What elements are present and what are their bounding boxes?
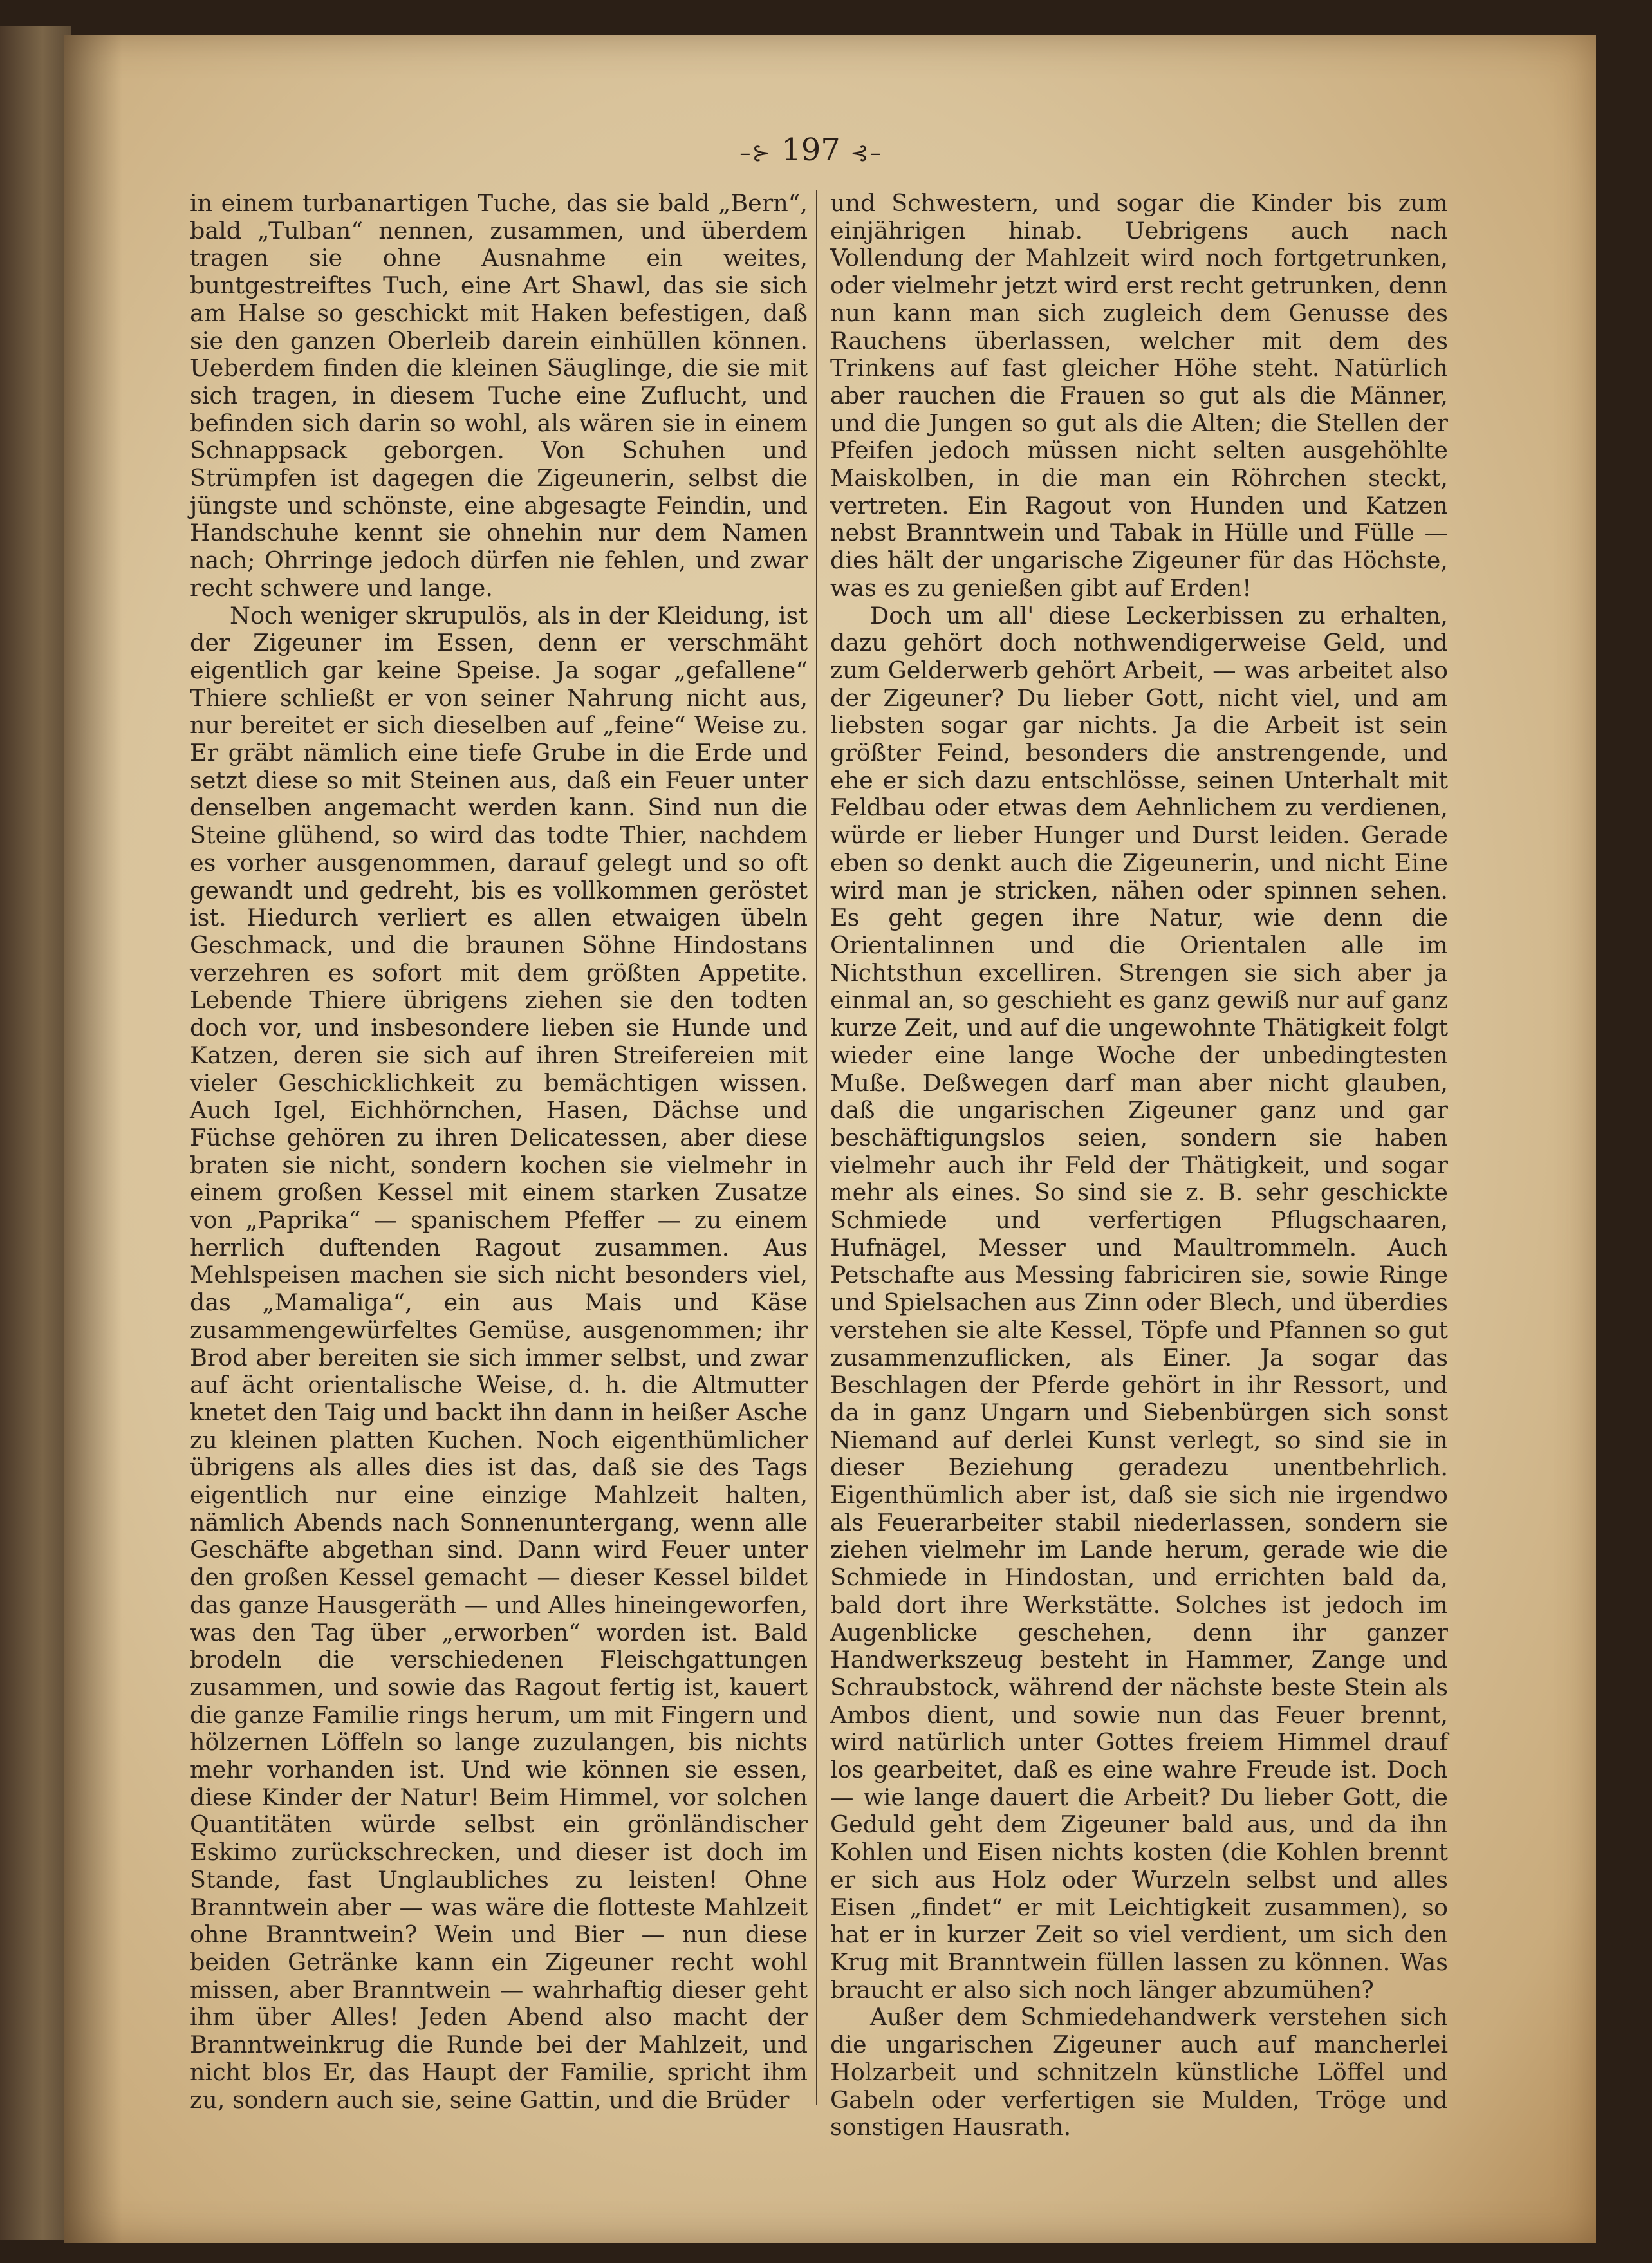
paragraph: in einem turbanartigen Tuche, das sie bald „Bern“, bald „Tulban“ nennen, zusammen, und überdem tragen sie ohne Ausnahme ein weites, buntgestreiftes Tuch, eine Art Shawl, das sie sich am Halse so geschickt mit Haken befestigen, daß sie den ganzen Oberleib darein einhüllen können. Ueberdem finden die kleinen Säuglinge, die sie mit sich tragen, in diesem Tuche eine Zuflucht, und befinden sich darin so wohl, als wären sie in einem Schnappsack geborgen. Von Schuhen und Strümpfen ist dagegen die Zigeunerin, selbst die jüngste und schönste, eine abgesagte Feindin, und Handschuhe kennt sie ohnehin nur dem Namen nach; Ohrringe jedoch dürfen nie fehlen, und zwar recht schwere und lange. — [190, 189, 808, 602]
paragraph: Außer dem Schmiedehandwerk verstehen sich die ungarischen Zigeuner auch auf mancherlei Holzarbeit und schnitzeln künstliche Löffel und Gabeln oder verfertigen sie Mulden, Tröge und sonstigen Hausrath. — [830, 2003, 1448, 2141]
page-number: 197 — [781, 132, 840, 168]
paragraph: Noch weniger skrupulös, als in der Kleidung, ist der Zigeuner im Essen, denn er verschmäht eigentlich gar keine Speise. Ja sogar „gefallene“ Thiere schließt er von seiner Nahrung nicht aus, nur bereitet er sich dieselben auf „feine“ Weise zu. Er gräbt nämlich eine tiefe Grube in die Erde und setzt diese so mit Steinen aus, daß ein Feuer unter denselben angemacht werden kann. Sind nun die Steine glühend, so wird das todte Thier, nachdem es vorher ausgenommen, darauf gelegt und so oft gewandt und gedreht, bis es vollkommen geröstet ist. Hiedurch verliert es allen etwaigen übeln Geschmack, und die braunen Söhne Hindostans verzehren es sofort mit dem größten Appetite. Lebende Thiere übrigens ziehen sie den todten doch vor, und insbesondere lieben sie Hunde und Katzen, deren sie sich auf ihren Streifereien mit vieler Geschicklichkeit zu bemächtigen wissen. Auch Igel, Eichhörnchen, Hasen, Dächse und Füchse gehören zu ihren Delicatessen, aber diese braten sie nicht, sondern kochen sie vielmehr in einem großen Kessel mit einem starken Zusatze von „Paprika“ — spanischem Pfeffer — zu einem herrlich duftenden Ragout zusammen. Aus Mehlspeisen machen sie sich nicht besonders viel, das „Mamaliga“, ein aus Mais und Käse zusammengewürfeltes Gemüse, ausgenommen; ihr Brod aber bereiten sie sich immer selbst, und zwar auf ächt orientalische Weise, d. h. die Altmutter knetet den Taig und backt ihn dann in heißer Asche zu kleinen platten Kuchen. Noch eigenthümlicher übrigens als alles dies ist das, daß sie des Tags eigentlich nur eine einzige Mahlzeit halten, nämlich Abends nach Sonnenuntergang, wenn alle Geschäfte abgethan sind. Dann wird Feuer unter den großen Kessel gemacht — dieser Kessel bildet das ganze Hausgeräth — und Alles hineingeworfen, was den Tag über „erworben“ worden ist. Bald brodeln die verschiedenen Fleischgattungen zusammen, und sowie das Ragout fertig ist, kauert die ganze Familie rings herum, um mit Fingern und hölzernen Löffeln so lange zuzulangen, bis nichts mehr vorhanden ist. Und wie können sie essen, diese Kinder der Natur! Beim Himmel, vor solchen Quantitäten würde selbst ein grönländischer Eskimo zurückschrecken, und dieser ist doch im Stande, fast Unglaubliches zu leisten! Ohne Branntwein aber — was wäre die flotteste Mahlzeit ohne Branntwein? Wein und Bier — nun diese beiden Getränke kann ein Zigeuner recht wohl missen, aber Branntwein — wahrhaftig dieser geht ihm über Alles! Jeden Abend also macht der Branntweinkrug die Runde bei der Mahlzeit, und nicht blos Er, das Haupt der Familie, spricht ihm zu, sondern auch sie, seine Gattin, und die Brüder — [190, 601, 808, 2114]
ornament-left: –⊱ — [739, 140, 772, 166]
previous-page-edge — [0, 26, 71, 2240]
page-header — [695, 127, 927, 172]
left-text-column — [190, 190, 808, 2172]
ornament-right: ⊰– — [850, 140, 882, 166]
paragraph: Doch um all' diese Leckerbissen zu erhalten, dazu gehört doch nothwendigerweise Geld, und zum Gelderwerb gehört Arbeit, — was arbeitet also der Zigeuner? Du lieber Gott, nicht viel, und am liebsten sogar gar nichts. Ja die Arbeit ist sein größter Feind, besonders die anstrengende, und ehe er sich dazu entschlösse, seinen Unterhalt mit Feldbau oder etwas dem Aehnlichem zu verdienen, würde er lieber Hunger und Durst leiden. Gerade eben so denkt auch die Zigeunerin, und nicht Eine wird man je stricken, nähen oder spinnen sehen. Es geht gegen ihre Natur, wie denn die Orientalinnen und die Orientalen alle im Nichtsthun excelliren. Strengen sie sich aber ja einmal an, so geschieht es ganz gewiß nur auf ganz kurze Zeit, und auf die ungewohnte Thätigkeit folgt wieder eine lange Woche der unbedingtesten Muße. Deßwegen darf man aber nicht glauben, daß die ungarischen Zigeuner ganz und gar beschäftigungslos seien, sondern sie haben vielmehr auch ihr Feld der Thätigkeit, und sogar mehr als eines. So sind sie z. B. sehr geschickte Schmiede und verfertigen Pflugschaaren, Hufnägel, Messer und Maultrommeln. Auch Petschafte aus Messing fabriciren sie, sowie Ringe und Spielsachen aus Zinn oder Blech, und überdies verstehen sie alte Kessel, Töpfe und Pfannen so gut zusammenzuflicken, als Einer. Ja sogar das Beschlagen der Pferde gehört in ihr Ressort, und da in ganz Ungarn und Siebenbürgen sich sonst Niemand auf derlei Kunst verlegt, so sind sie in dieser Beziehung geradezu unentbehrlich. Eigenthümlich aber ist, daß sie sich nie irgendwo als Feuerarbeiter stabil niederlassen, sondern sie ziehen vielmehr im Lande herum, gerade wie die Schmiede in Hindostan, und errichten bald da, bald dort ihre Werkstätte. Solches ist jedoch im Augenblicke geschehen, denn ihr ganzer Handwerkszeug besteht in Hammer, Zange und Schraubstock, während der nächste beste Stein als Ambos dient, und sowie nun das Feuer brennt, wird natürlich unter Gottes freiem Himmel drauf los gearbeitet, daß es eine wahre Freude ist. Doch — wie lange dauert die Arbeit? Du lieber Gott, die Geduld geht dem Zigeuner bald aus, und da ihn Kohlen und Eisen nichts kosten (die Kohlen brennt er sich aus Holz oder Wurzeln selbst und alles Eisen „findet“ er mit Leichtigkeit zusammen), so hat er in kurzer Zeit so viel verdient, um sich den Krug mit Branntwein füllen lassen zu können. Was braucht er also sich noch länger abzumühen? — [830, 601, 1448, 2004]
column-divider — [816, 190, 817, 2105]
right-text-column — [830, 190, 1448, 2172]
paragraph: und Schwestern, und sogar die Kinder bis zum einjährigen hinab. Uebrigens auch nach Vollendung der Mahlzeit wird noch fortgetrunken, oder vielmehr jetzt wird erst recht getrunken, denn nun kann man sich zugleich dem Genusse des Rauchens überlassen, welcher mit dem des Trinkens auf fast gleicher Höhe steht. Natürlich aber rauchen die Frauen so gut als die Männer, und die Jungen so gut als die Alten; die Stellen der Pfeifen jedoch müssen nicht selten ausgehöhlte Maiskolben, in die man ein Röhrchen steckt, vertreten. Ein Ragout von Hunden und Katzen nebst Branntwein und Tabak in Hülle und Fülle — dies hält der ungarische Zigeuner für das Höchste, was es zu genießen gibt auf Erden! — [830, 189, 1448, 602]
gutter-shadow — [64, 35, 122, 2243]
